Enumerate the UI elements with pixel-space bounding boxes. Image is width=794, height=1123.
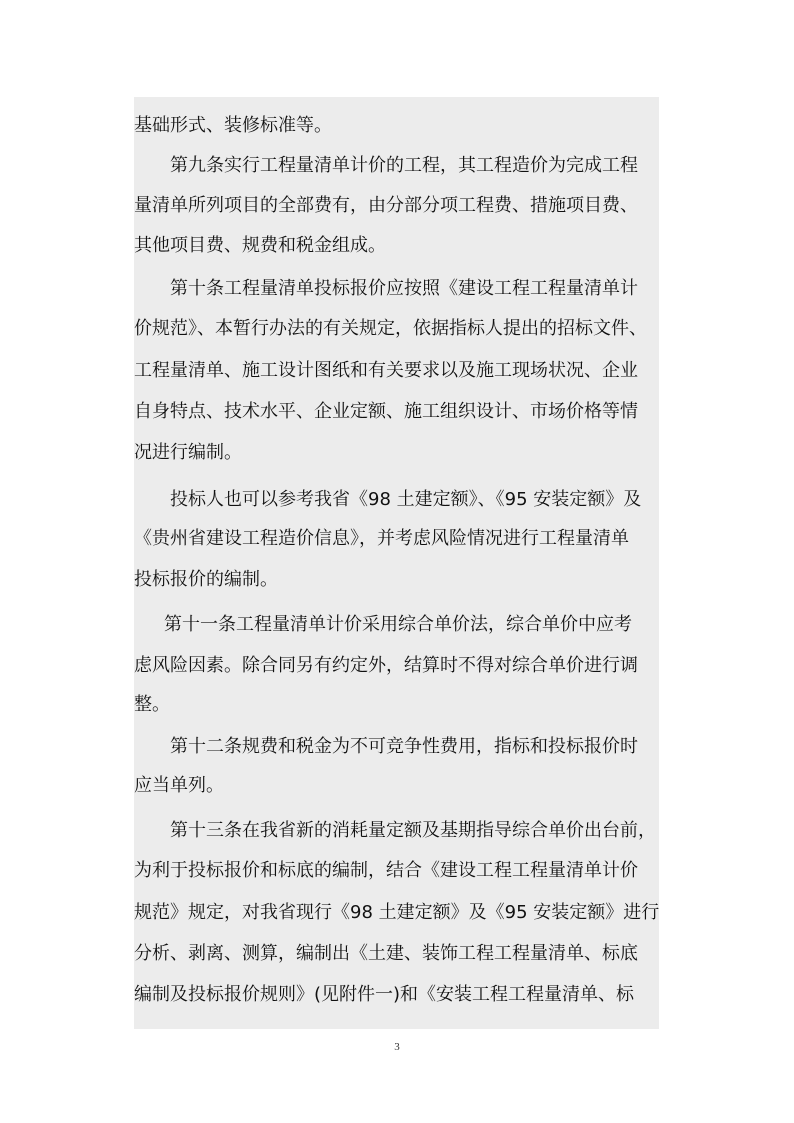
text-line: 整。 (134, 694, 170, 715)
text-line: 规范》规定，对我省现行《98 土建定额》及《95 安装定额》进行 (134, 902, 659, 923)
text-line: 况进行编制。 (134, 442, 242, 463)
text-line: 工程量清单、施工设计图纸和有关要求以及施工现场状况、企业 (134, 360, 638, 381)
text-line: 第十条工程量清单投标报价应按照《建设工程工程量清单计 (170, 278, 638, 299)
text-line: 基础形式、装修标准等。 (134, 115, 332, 136)
text-line: 应当单列。 (134, 775, 224, 796)
text-line: 投标报价的编制。 (134, 569, 278, 590)
text-line: 量清单所列项目的全部费有，由分部分项工程费、措施项目费、 (134, 195, 638, 216)
text-line: 为利于投标报价和标底的编制，结合《建设工程工程量清单计价 (134, 860, 638, 881)
text-line: 编制及投标报价规则》(见附件一)和《安装工程工程量清单、标 (134, 984, 635, 1005)
text-line: 第十二条规费和税金为不可竞争性费用，指标和投标报价时 (170, 736, 638, 757)
text-line: 价规范》、本暂行办法的有关规定，依据指标人提出的招标文件、 (134, 318, 647, 339)
document-text-block (134, 97, 659, 1029)
text-line: 第九条实行工程量清单计价的工程，其工程造价为完成工程 (170, 155, 638, 176)
page-number: 3 (394, 1041, 400, 1053)
text-line: 虑风险因素。除合同另有约定外，结算时不得对综合单价进行调 (134, 655, 638, 676)
text-line: 自身特点、技术水平、企业定额、施工组织设计、市场价格等情 (134, 401, 638, 422)
text-line: 分析、剥离、测算，编制出《土建、装饰工程工程量清单、标底 (134, 943, 638, 964)
text-line: 《贵州省建设工程造价信息》，并考虑风险情况进行工程量清单 (134, 528, 629, 549)
text-line: 第十三条在我省新的消耗量定额及基期指导综合单价出台前， (170, 820, 656, 841)
text-line: 第十一条工程量清单计价采用综合单价法，综合单价中应考 (164, 614, 632, 635)
text-line: 其他项目费、规费和税金组成。 (134, 235, 386, 256)
text-line: 投标人也可以参考我省《98 土建定额》、《95 安装定额》及 (170, 489, 642, 510)
